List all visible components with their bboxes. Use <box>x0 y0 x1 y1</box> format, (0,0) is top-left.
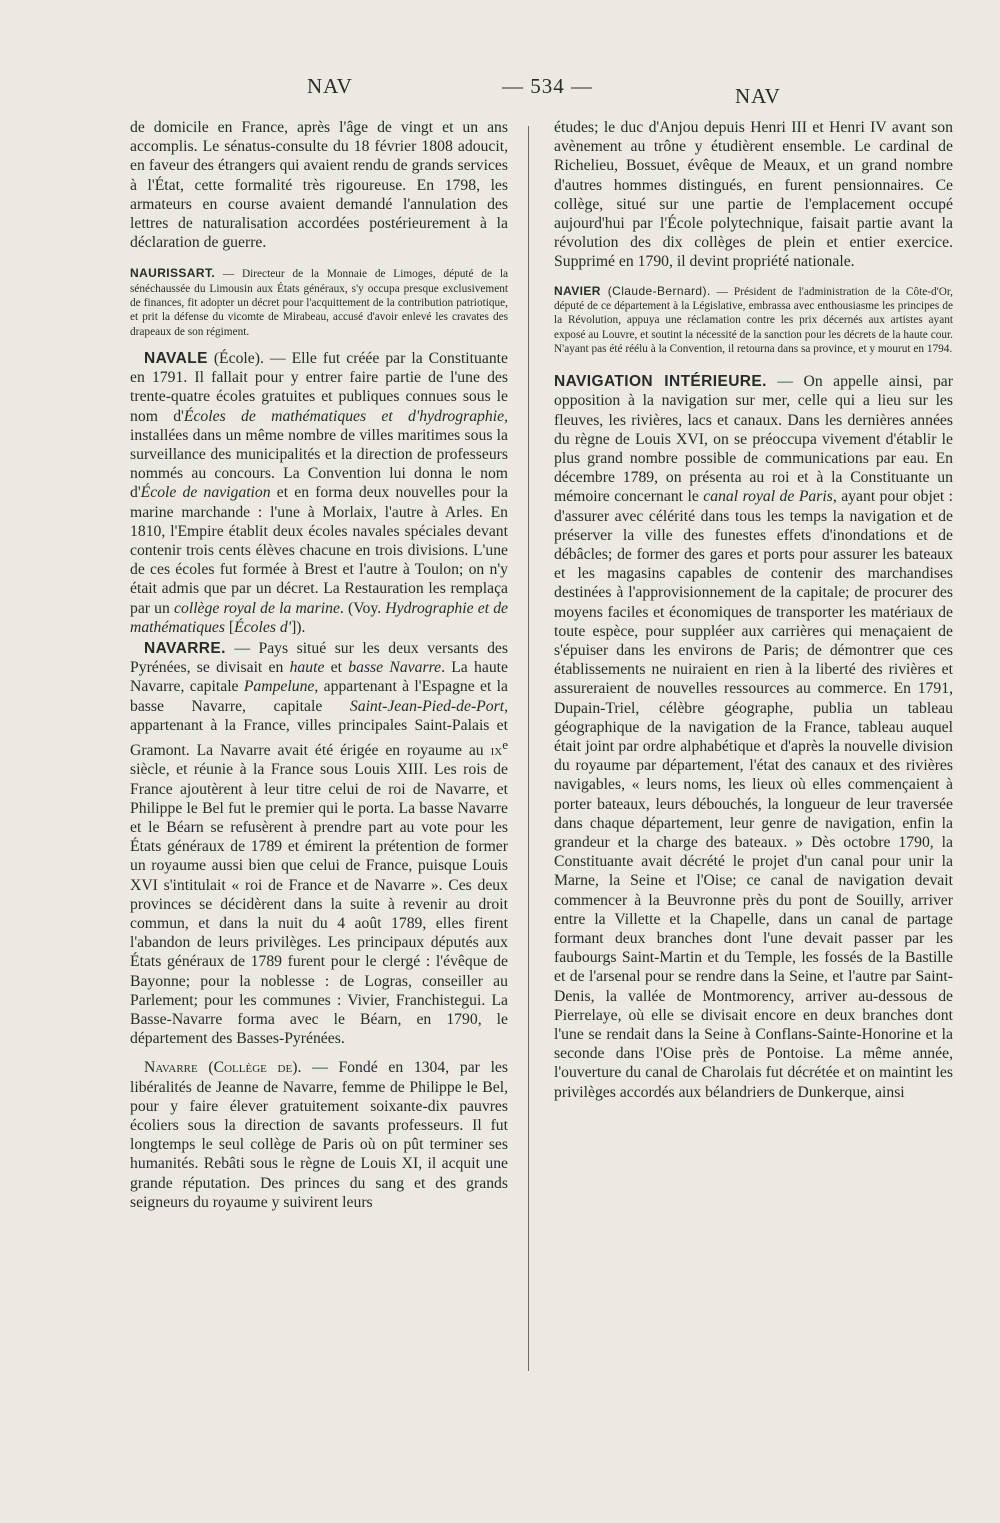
italic-text: Hydrographie et de mathématiques <box>130 599 509 636</box>
headword-navier: NAVIER <box>554 283 601 298</box>
headword-navarre: NAVARRE. <box>144 639 226 657</box>
entry-text: — Directeur de la Monnaie de Limoges, député de la sénéchaussée du Limousin aux États généraux, s'y occupa presque exclusivement de finances, fit adopter un décret pour l'acquittement de la contribution patriotique, et prit la défense du vicomte de Mirabeau, accusé d'avoir enlevé les cravates des drapeaux de son régiment. <box>130 268 508 338</box>
italic-text: collège royal de la marine <box>174 599 340 617</box>
entry-text: — Président de l'administration de la Côte-d'Or, député de ce département à la Législative, embrassa avec enthousiasme les principes de la Révolution, appuya une réclamation contre les prix décernés aux artistes ayant exposé au Louvre, et soutint la nécessité de la sanction pour les décrets de la haute cour. N'ayant pas été réélu à la Convention, il retourna dans sa province, et y mourut en 1794. <box>554 285 953 355</box>
entry-navale <box>130 349 508 637</box>
entry-text: — Fondé en 1304, par les libéralités de Jeanne de Navarre, femme de Philippe le Bel, pour y faire élever gratuitement soixante-dix pauvres écoliers sous la direction de savants professeurs. Il fut longtemps le seul collège de Paris où on pût terminer ses humanités. Rebâti sous le règne de Louis XI, il acquit une grande réputation. Des princes du sang et des grands seigneurs du royaume y suivirent leurs <box>130 1059 509 1211</box>
century-numeral: ix <box>490 742 503 760</box>
entry-text: . La haute Navarre, capitale <box>130 659 508 696</box>
headword-college-de-navarre: Navarre (Collège de). <box>144 1059 302 1077</box>
column-divider <box>528 126 529 1371</box>
italic-text: Saint-Jean-Pied-de-Port <box>349 697 505 715</box>
entry-text: , ayant pour objet : d'assurer avec célérité dans tous les temps la navigation et de préserver la ville des funestes effets d'inondations et de débâcles; de former des gares et ports pour assurer les bateaux et les magasins capables de contenir des marchandises destinées à l'approvisionnement de la capitale; de procurer des moyens faciles et économiques de transporter les matériaux de toute espèce, pour suppléer aux carrières qui menaçaient de s'épuiser dans les environs de Paris; de démontrer que ces établissements ne nuiraient en rien à la liberté des rivières et assureraient de nouvelles ressources au commerce. En 1791, Dupain-Triel, célèbre géographe, publia un tableau géographique de la navigation de la France, tableau auquel était joint par ordre alphabétique et d'après la nouvelle division du royaume par département, l'état des canaux et des rivières navigables, « leurs noms, les lieux où elles commençaient à porter bateaux, leurs débouchés, la longueur de leur traversée dans chaque département, leur genre de navigation, enfin la grandeur et la charge des bateaux. » Dès octobre 1790, la Constituante avait décrété le projet d'un canal pour unir la Marne, la Seine et l'Oise; ce canal de navigation devait commencer à la Beuvronne près du pont de Souilly, arriver entre la Villette et la Chapelle, dans un canal de partage formant deux branches dont l'une devait passer par les faubourgs Saint-Martin et du Temple, les fossés de la Bastille et de l'arsenal pour se rendre dans la Seine, et l'autre par Saint-Denis, la vallée de Montmorency, arriver au-dessous de Pierrelaye, où elle se divisait encore en deux branches dont l'une se rendait dans la Seine à Conflans-Sainte-Honorine et la seconde dans l'Oise près de Pontoise. La même année, l'ouverture du canal de Charolais fut décrétée et on maintint les privilèges accordés aux bélandriers de Dunkerque, ainsi <box>554 488 954 1101</box>
headword-naurissart: NAURISSART. <box>130 266 216 281</box>
entry-navier <box>554 284 953 356</box>
entry-text: — Pays situé sur les deux versants des Pyrénées, se divisait en <box>130 639 508 677</box>
entry-text: , appartenant à la France, villes principales Saint-Palais et Gramont. La Navarre avait été érigée en royaume au <box>130 697 508 760</box>
italic-text: haute <box>289 659 325 677</box>
headword-navale: NAVALE <box>144 349 208 367</box>
entry-naurissart <box>130 266 508 338</box>
entry-text: , appartenant à l'Espagne et la basse Navarre, capitale <box>130 678 508 715</box>
entry-text: , installées dans un même nombre de villes maritimes sous la surveillance des municipalités et la direction de professeurs nommés au concours. La Convention lui donna le nom d' <box>130 407 508 502</box>
entry-text: — Elle fut créée par la Constituante en 1791. Il fallait pour y entrer faire partie de l'une des trente-quatre écoles gratuites et publiques connues sous le nom d' <box>130 349 508 425</box>
header-left-guideword: NAV <box>307 74 353 98</box>
italic-text: basse Navarre <box>348 659 442 677</box>
entry-text: — On appelle ainsi, par opposition à la navigation sur mer, celle qui a lieu sur les fleuves, les rivières, lacs et canaux. Dans les dernières années du règne de Louis XVI, on se préoccupa vivement d'établir le plus grand nombre possible de communications par eau. En décembre 1789, on présenta au roi et à la Constituante un mémoire concernant le <box>554 373 953 506</box>
entry-navigation-interieure <box>554 372 953 1102</box>
entry-college-de-navarre <box>130 1058 508 1212</box>
entry-navarre <box>130 639 508 1049</box>
qualifier: (École). <box>207 349 264 367</box>
right-column <box>554 118 953 1102</box>
entry-continuation: études; le duc d'Anjou depuis Henri III et Henri IV avant son avènement au trône y étudièrent ensemble. Le cardinal de Richelieu, Bossuet, évêque de Meaux, et un grand nombre d'autres hommes distingués, en furent pensionnaires. Ce collège, situé sur une partie de l'emplacement occupé aujourd'hui par l'École polytechnique, faisait partie avant la révolution des dix collèges de plein et entier exercice. Supprimé en 1790, il devint propriété nationale. <box>554 119 953 271</box>
entry-text: ]). <box>291 618 306 636</box>
italic-text: canal royal de Paris <box>703 488 833 506</box>
qualifier: (Claude-Bernard). <box>600 283 711 298</box>
left-column <box>130 118 508 1212</box>
italic-text: Écoles de mathématiques et d'hydrographie <box>183 407 505 425</box>
entry-text: . (Voy. <box>339 599 386 617</box>
italic-text: Pampelune <box>243 678 315 696</box>
entry-text: et en forma deux nouvelles pour la marine marchande : l'une à Morlaix, l'autre à Arles. En 1810, l'Empire établit deux écoles navales spéciales devant contenir trois cents élèves chacune en trois divisions. L'une de ces écoles fut formée à Brest et l'autre à Toulon; on n'y était admis que par un décret. La Restauration les remplaça par un <box>130 484 508 617</box>
entry-text: [ <box>224 618 235 636</box>
entry-text: et <box>324 659 349 677</box>
italic-text: Écoles d' <box>234 618 292 636</box>
italic-text: École de navigation <box>140 484 271 502</box>
running-header <box>130 74 781 108</box>
entry-text: siècle, et réunie à la France sous Louis XIII. Les rois de France ajoutèrent à leur titre celui de roi de Navarre, et Philippe le Bel fut le premier qui le porta. La basse Navarre et le Béarn se refusèrent à prendre part au vote pour les États généraux de 1789 et émirent la prétention de former un royaume aussi bien que celui de France, puisque Louis XVI s'intitulait « roi de France et de Navarre ». Ces deux provinces se décidèrent dans la suite à revenir au droit commun, et dans la nuit du 4 août 1789, elles firent l'abandon de leurs privilèges. Les principaux députés aux États généraux de 1789 furent pour le clergé : l'évêque de Bayonne; pour la noblesse : de Logras, conseiller au Parlement; pour les communes : Vivier, Franchistegui. La Basse-Navarre forma avec le Béarn, en 1790, le département des Basses-Pyrénées. <box>130 761 508 1048</box>
superscript: e <box>502 736 508 752</box>
header-right-guideword: NAV <box>735 84 781 108</box>
headword-navigation-interieure: NAVIGATION INTÉRIEURE. <box>554 373 767 391</box>
entry-continuation: de domicile en France, après l'âge de vingt et un ans accomplis. Le sénatus-consulte du 18 février 1808 adoucit, en faveur des étrangers qui avaient rendu de grands services à l'État, cette formalité très rigoureuse. En 1798, les armateurs en course avaient demandé l'annulation des lettres de naturalisation accordées postérieurement à la déclaration de guerre. <box>130 119 508 252</box>
page-number: — 534 — <box>502 74 593 98</box>
